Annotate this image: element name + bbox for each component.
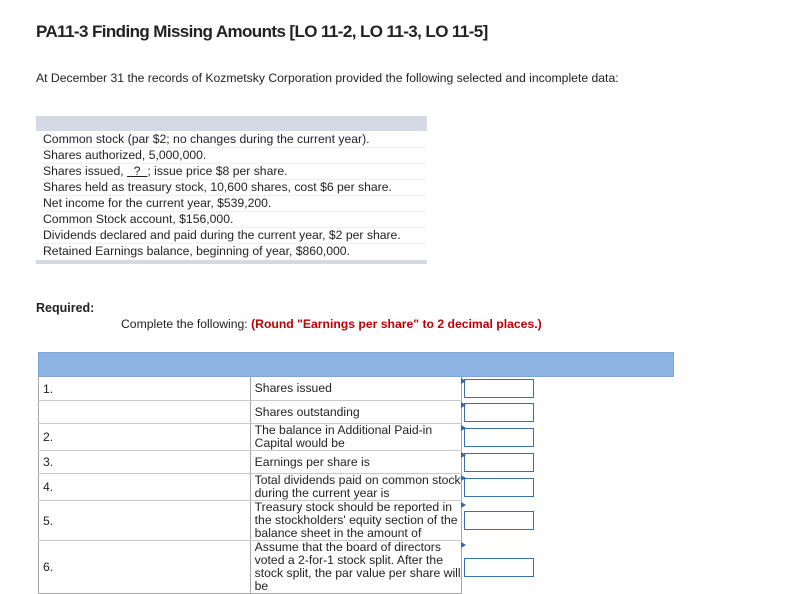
data-line-shares-authorized: Shares authorized, 5,000,000. [43,148,427,164]
answer-input-apic[interactable] [464,428,534,447]
table-row [39,401,674,424]
table-row [39,541,674,594]
data-line-common-stock: Common stock (par $2; no changes during the current year). [43,132,427,148]
question-text: Total dividends paid on common stock during the current year is [250,474,462,501]
question-text: Assume that the board of directors voted a 2-for-1 stock split. After the stock split, the par value per share will be [250,541,462,594]
answer-input-dividends[interactable] [464,478,534,497]
rounding-note: (Round "Earnings per share" to 2 decimal places.) [251,317,542,331]
input-marker-icon [461,475,466,481]
data-line-retained-earnings: Retained Earnings balance, beginning of year, $860,000. [43,244,350,258]
data-line-common-stock-account: Common Stock account, $156,000. [43,212,427,228]
answer-input-treasury-stock[interactable] [464,511,534,530]
question-text: The balance in Additional Paid-in Capital would be [250,424,462,451]
question-text: Shares issued [250,377,462,401]
data-line-dividends: Dividends declared and paid during the current year, $2 per share. [43,228,427,244]
data-line-treasury-stock: Shares held as treasury stock, 10,600 shares, cost $6 per share. [43,180,427,196]
instructions-text: Complete the following: [121,317,252,331]
question-number: 4. [39,474,251,501]
intro-paragraph: At December 31 the records of Kozmetsky Corporation provided the following selected and incomplete data: [36,71,619,85]
input-marker-icon [461,542,466,548]
table-row [39,474,674,501]
input-marker-icon [461,452,466,458]
shares-issued-prefix: Shares issued, [43,164,128,178]
shares-issued-blank: ? [127,164,148,178]
answer-table-header [39,353,674,377]
answer-input-shares-outstanding[interactable] [464,403,534,422]
question-text: Treasury stock should be reported in the stockholders' equity section of the balance sheet in the amount of [250,501,462,541]
question-number [39,401,251,424]
question-text: Shares outstanding [250,401,462,424]
question-text: Earnings per share is [250,451,462,474]
table-row [39,377,674,401]
question-number: 2. [39,424,251,451]
input-marker-icon [461,502,466,508]
table-row [39,424,674,451]
question-number: 6. [39,541,251,594]
input-marker-icon [461,402,466,408]
input-marker-icon [461,425,466,431]
data-line-shares-issued [43,164,427,180]
question-number: 1. [39,377,251,401]
instructions [121,317,542,331]
question-number: 5. [39,501,251,541]
answer-table [38,352,674,594]
answer-input-par-value[interactable] [464,558,534,577]
shares-issued-suffix: ; issue price $8 per share. [147,164,288,178]
given-data-box [36,116,427,264]
required-label: Required: [36,301,95,315]
input-marker-icon [461,378,466,384]
question-number: 3. [39,451,251,474]
answer-input-shares-issued[interactable] [464,379,534,398]
table-row [39,501,674,541]
table-row [39,451,674,474]
answer-input-eps[interactable] [464,453,534,472]
page-title: PA11-3 Finding Missing Amounts [LO 11-2, LO 11-3, LO 11-5] [36,22,488,41]
data-line-net-income: Net income for the current year, $539,200. [43,196,427,212]
